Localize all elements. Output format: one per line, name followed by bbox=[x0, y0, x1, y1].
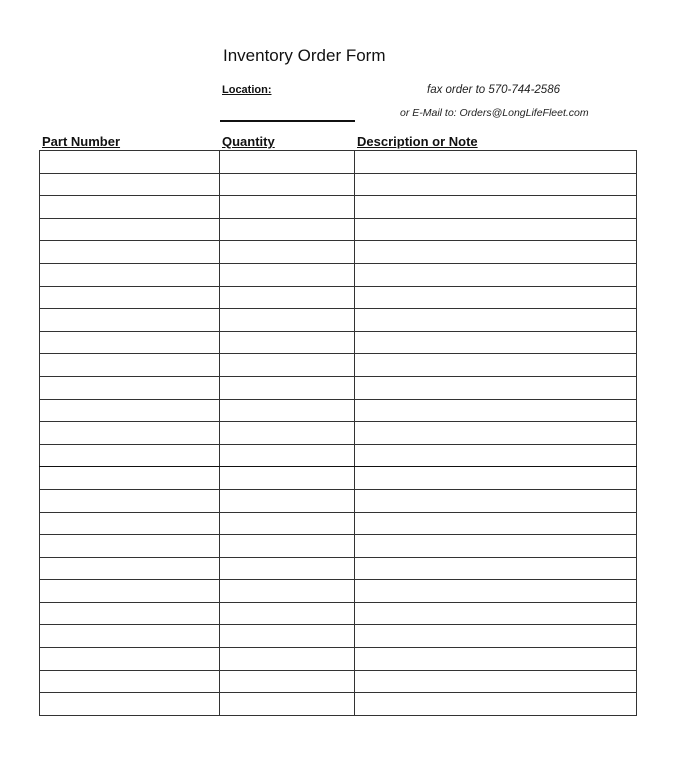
table-row bbox=[40, 557, 637, 580]
table-row bbox=[40, 580, 637, 603]
part-number-cell[interactable] bbox=[40, 512, 220, 535]
table-row bbox=[40, 218, 637, 241]
description-cell[interactable] bbox=[355, 489, 637, 512]
table-row bbox=[40, 693, 637, 716]
fax-instruction: fax order to 570-744-2586 bbox=[427, 84, 560, 96]
part-number-cell[interactable] bbox=[40, 444, 220, 467]
quantity-cell[interactable] bbox=[220, 580, 355, 603]
description-cell[interactable] bbox=[355, 693, 637, 716]
table-row bbox=[40, 151, 637, 174]
quantity-cell[interactable] bbox=[220, 354, 355, 377]
table-row bbox=[40, 331, 637, 354]
description-cell[interactable] bbox=[355, 602, 637, 625]
quantity-cell[interactable] bbox=[220, 309, 355, 332]
part-number-cell[interactable] bbox=[40, 376, 220, 399]
quantity-cell[interactable] bbox=[220, 602, 355, 625]
table-row bbox=[40, 489, 637, 512]
table-row bbox=[40, 376, 637, 399]
description-cell[interactable] bbox=[355, 376, 637, 399]
table-row bbox=[40, 467, 637, 490]
part-number-cell[interactable] bbox=[40, 489, 220, 512]
quantity-cell[interactable] bbox=[220, 286, 355, 309]
quantity-cell[interactable] bbox=[220, 535, 355, 558]
table-row bbox=[40, 309, 637, 332]
part-number-cell[interactable] bbox=[40, 309, 220, 332]
quantity-cell[interactable] bbox=[220, 557, 355, 580]
table-row bbox=[40, 648, 637, 671]
description-cell[interactable] bbox=[355, 218, 637, 241]
description-cell[interactable] bbox=[355, 309, 637, 332]
part-number-cell[interactable] bbox=[40, 557, 220, 580]
part-number-cell[interactable] bbox=[40, 535, 220, 558]
part-number-cell[interactable] bbox=[40, 331, 220, 354]
description-cell[interactable] bbox=[355, 286, 637, 309]
table-row bbox=[40, 670, 637, 693]
description-cell[interactable] bbox=[355, 241, 637, 264]
part-number-cell[interactable] bbox=[40, 173, 220, 196]
quantity-cell[interactable] bbox=[220, 670, 355, 693]
part-number-cell[interactable] bbox=[40, 399, 220, 422]
description-cell[interactable] bbox=[355, 444, 637, 467]
description-cell[interactable] bbox=[355, 512, 637, 535]
part-number-cell[interactable] bbox=[40, 196, 220, 219]
part-number-cell[interactable] bbox=[40, 151, 220, 174]
table-row bbox=[40, 399, 637, 422]
header-quantity: Quantity bbox=[222, 134, 275, 149]
quantity-cell[interactable] bbox=[220, 196, 355, 219]
table-row bbox=[40, 354, 637, 377]
location-label: Location: bbox=[222, 84, 272, 96]
part-number-cell[interactable] bbox=[40, 286, 220, 309]
description-cell[interactable] bbox=[355, 467, 637, 490]
part-number-cell[interactable] bbox=[40, 602, 220, 625]
quantity-cell[interactable] bbox=[220, 467, 355, 490]
table-row bbox=[40, 602, 637, 625]
part-number-cell[interactable] bbox=[40, 354, 220, 377]
order-table bbox=[39, 150, 637, 716]
quantity-cell[interactable] bbox=[220, 625, 355, 648]
part-number-cell[interactable] bbox=[40, 263, 220, 286]
description-cell[interactable] bbox=[355, 399, 637, 422]
form-title: Inventory Order Form bbox=[223, 46, 386, 65]
part-number-cell[interactable] bbox=[40, 218, 220, 241]
part-number-cell[interactable] bbox=[40, 580, 220, 603]
header-part-number: Part Number bbox=[42, 134, 121, 149]
table-row bbox=[40, 512, 637, 535]
quantity-cell[interactable] bbox=[220, 422, 355, 445]
table-row bbox=[40, 286, 637, 309]
table-row bbox=[40, 263, 637, 286]
quantity-cell[interactable] bbox=[220, 331, 355, 354]
description-cell[interactable] bbox=[355, 331, 637, 354]
table-row bbox=[40, 422, 637, 445]
table-row bbox=[40, 625, 637, 648]
quantity-cell[interactable] bbox=[220, 444, 355, 467]
description-cell[interactable] bbox=[355, 422, 637, 445]
part-number-cell[interactable] bbox=[40, 241, 220, 264]
description-cell[interactable] bbox=[355, 557, 637, 580]
part-number-cell[interactable] bbox=[40, 693, 220, 716]
part-number-cell[interactable] bbox=[40, 625, 220, 648]
description-cell[interactable] bbox=[355, 263, 637, 286]
table-row bbox=[40, 241, 637, 264]
description-cell[interactable] bbox=[355, 670, 637, 693]
table-row bbox=[40, 173, 637, 196]
description-cell[interactable] bbox=[355, 354, 637, 377]
quantity-cell[interactable] bbox=[220, 399, 355, 422]
quantity-cell[interactable] bbox=[220, 241, 355, 264]
description-cell[interactable] bbox=[355, 196, 637, 219]
description-cell[interactable] bbox=[355, 648, 637, 671]
quantity-cell[interactable] bbox=[220, 173, 355, 196]
part-number-cell[interactable] bbox=[40, 670, 220, 693]
table-row bbox=[40, 444, 637, 467]
quantity-cell[interactable] bbox=[220, 263, 355, 286]
table-row bbox=[40, 535, 637, 558]
description-cell[interactable] bbox=[355, 535, 637, 558]
description-cell[interactable] bbox=[355, 173, 637, 196]
part-number-cell[interactable] bbox=[40, 422, 220, 445]
description-cell[interactable] bbox=[355, 151, 637, 174]
quantity-cell[interactable] bbox=[220, 151, 355, 174]
location-field-line[interactable] bbox=[220, 120, 355, 122]
quantity-cell[interactable] bbox=[220, 218, 355, 241]
description-cell[interactable] bbox=[355, 625, 637, 648]
quantity-cell[interactable] bbox=[220, 512, 355, 535]
table-row bbox=[40, 196, 637, 219]
email-instruction: or E-Mail to: Orders@LongLifeFleet.com bbox=[400, 107, 589, 119]
quantity-cell[interactable] bbox=[220, 648, 355, 671]
part-number-cell[interactable] bbox=[40, 467, 220, 490]
description-cell[interactable] bbox=[355, 580, 637, 603]
header-description: Description or Note bbox=[357, 134, 478, 149]
part-number-cell[interactable] bbox=[40, 648, 220, 671]
quantity-cell[interactable] bbox=[220, 693, 355, 716]
quantity-cell[interactable] bbox=[220, 376, 355, 399]
quantity-cell[interactable] bbox=[220, 489, 355, 512]
